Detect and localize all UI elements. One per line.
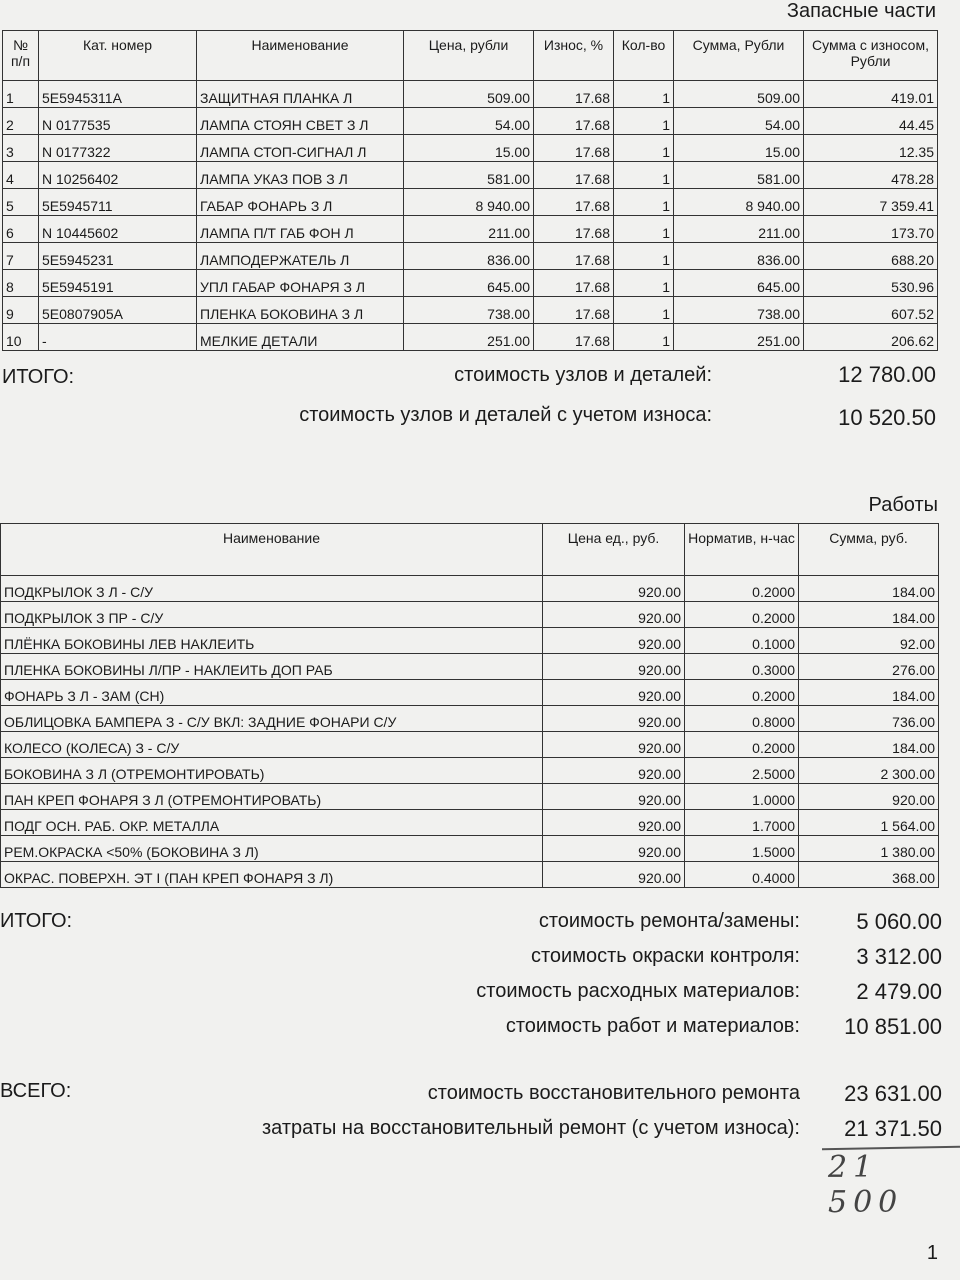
parts-cell: 607.52 (804, 297, 938, 324)
works-cell: 920.00 (543, 810, 685, 836)
table-row (1, 706, 939, 732)
parts-cell: 1 (614, 189, 674, 216)
parts-cell: 9 (3, 297, 39, 324)
parts-cell: 15.00 (674, 135, 804, 162)
works-total-item-label: стоимость окраски контроля: (530, 945, 800, 967)
works-cell: 920.00 (543, 602, 685, 628)
parts-cell: 1 (614, 81, 674, 108)
parts-cell: 478.28 (804, 162, 938, 189)
parts-cell: ЛАМПОДЕРЖАТЕЛЬ Л (197, 243, 404, 270)
parts-cell: 4 (3, 162, 39, 189)
grand-repair-value: 23 631.00 (844, 1081, 942, 1106)
page-number: 1 (926, 1242, 938, 1264)
parts-cell: 5E5945311A (39, 81, 197, 108)
parts-cell: 17.68 (534, 108, 614, 135)
works-cell: 92.00 (799, 628, 939, 654)
works-total-item-label: стоимость ремонта/замены: (538, 910, 800, 932)
works-cell: 184.00 (799, 732, 939, 758)
parts-cell: N 10256402 (39, 162, 197, 189)
parts-cell: 15.00 (404, 135, 534, 162)
works-cell: БОКОВИНА З Л (ОТРЕМОНТИРОВАТЬ) (1, 758, 543, 784)
works-header-3: Сумма, руб. (799, 524, 939, 576)
works-cell: 1.5000 (685, 836, 799, 862)
works-cell: 184.00 (799, 576, 939, 602)
parts-cell: 251.00 (674, 324, 804, 351)
parts-cell: 509.00 (404, 81, 534, 108)
parts-cell: - (39, 324, 197, 351)
works-cell: КОЛЕСО (КОЛЕСА) З - С/У (1, 732, 543, 758)
parts-cell: МЕЛКИЕ ДЕТАЛИ (197, 324, 404, 351)
parts-cell: 836.00 (674, 243, 804, 270)
table-row (3, 297, 938, 324)
table-row (3, 324, 938, 351)
parts-cell: 17.68 (534, 216, 614, 243)
parts-cell: 7 359.41 (804, 189, 938, 216)
parts-cell: 173.70 (804, 216, 938, 243)
parts-cell: 1 (614, 108, 674, 135)
parts-cost-wear-label: стоимость узлов и деталей с учетом износа: (299, 404, 712, 426)
works-cell: 920.00 (543, 784, 685, 810)
parts-cell: 251.00 (404, 324, 534, 351)
parts-cell: 738.00 (404, 297, 534, 324)
parts-cell: ГАБАР ФОНАРЬ З Л (197, 189, 404, 216)
works-cell: 368.00 (799, 862, 939, 888)
parts-cell: ЛАМПА П/Т ГАБ ФОН Л (197, 216, 404, 243)
parts-cell: N 0177322 (39, 135, 197, 162)
parts-cell: 12.35 (804, 135, 938, 162)
works-title: Работы (868, 494, 938, 516)
works-cell: 920.00 (543, 706, 685, 732)
works-total-item-value: 5 060.00 (856, 909, 942, 934)
parts-cost-label: стоимость узлов и деталей: (454, 364, 712, 386)
works-cell: 184.00 (799, 602, 939, 628)
works-table (0, 523, 939, 888)
parts-cell: 5E5945711 (39, 189, 197, 216)
parts-header-5: Кол-во (614, 31, 674, 81)
works-cell: ОКРАС. ПОВЕРХН. ЭТ I (ПАН КРЕП ФОНАРЯ З Л) (1, 862, 543, 888)
works-cell: 184.00 (799, 680, 939, 706)
table-row (3, 81, 938, 108)
parts-cell: 688.20 (804, 243, 938, 270)
works-cell: РЕМ.ОКРАСКА <50% (БОКОВИНА З Л) (1, 836, 543, 862)
works-total-item-label: стоимость работ и материалов: (505, 1015, 800, 1037)
works-total-item-value: 10 851.00 (844, 1014, 942, 1039)
table-row (3, 189, 938, 216)
works-total-item-value: 2 479.00 (856, 979, 942, 1004)
works-total-item-label: стоимость расходных материалов: (476, 980, 800, 1002)
table-row (1, 810, 939, 836)
works-cell: 920.00 (543, 836, 685, 862)
parts-cell: 7 (3, 243, 39, 270)
table-row (3, 216, 938, 243)
table-row (3, 135, 938, 162)
grand-repair-wear-value: 21 371.50 (844, 1116, 942, 1141)
parts-cell: 211.00 (674, 216, 804, 243)
parts-header-4: Износ, % (534, 31, 614, 81)
parts-header-0: № п/п (3, 31, 39, 81)
works-cell: ПАН КРЕП ФОНАРЯ З Л (ОТРЕМОНТИРОВАТЬ) (1, 784, 543, 810)
parts-header-6: Сумма, Рубли (674, 31, 804, 81)
parts-header-2: Наименование (197, 31, 404, 81)
parts-cell: ЛАМПА СТОЯН СВЕТ З Л (197, 108, 404, 135)
works-cell: ПЛЁНКА БОКОВИНЫ ЛЕВ НАКЛЕИТЬ (1, 628, 543, 654)
grand-total-label: ВСЕГО: (0, 1080, 72, 1102)
parts-cell: 2 (3, 108, 39, 135)
parts-cell: 8 940.00 (674, 189, 804, 216)
works-cell: 0.4000 (685, 862, 799, 888)
parts-cell: 3 (3, 135, 39, 162)
parts-cost-value: 12 780.00 (838, 362, 936, 387)
table-row (1, 602, 939, 628)
parts-cell: 17.68 (534, 243, 614, 270)
parts-cell: 645.00 (674, 270, 804, 297)
works-cell: 0.8000 (685, 706, 799, 732)
parts-cell: 1 (614, 135, 674, 162)
parts-cell: 17.68 (534, 189, 614, 216)
works-cell: 920.00 (543, 680, 685, 706)
parts-cell: 206.62 (804, 324, 938, 351)
parts-cell: 530.96 (804, 270, 938, 297)
works-total-item-value: 3 312.00 (856, 944, 942, 969)
parts-cell: УПЛ ГАБАР ФОНАРЯ З Л (197, 270, 404, 297)
table-row (1, 836, 939, 862)
works-cell: 0.2000 (685, 602, 799, 628)
table-row (1, 628, 939, 654)
table-row (1, 732, 939, 758)
parts-cell: 419.01 (804, 81, 938, 108)
table-row (3, 162, 938, 189)
parts-cell: ЛАМПА СТОП-СИГНАЛ Л (197, 135, 404, 162)
works-cell: 920.00 (543, 758, 685, 784)
parts-cell: 17.68 (534, 162, 614, 189)
parts-table (2, 30, 938, 351)
table-row (1, 862, 939, 888)
table-row (1, 654, 939, 680)
works-header-1: Цена ед., руб. (543, 524, 685, 576)
parts-header-1: Кат. номер (39, 31, 197, 81)
grand-repair-wear-label: затраты на восстановительный ремонт (с учетом износа): (261, 1117, 800, 1139)
parts-cell: 5E5945191 (39, 270, 197, 297)
works-cell: 920.00 (543, 732, 685, 758)
parts-cell: 54.00 (404, 108, 534, 135)
parts-cell: N 10445602 (39, 216, 197, 243)
parts-cell: 44.45 (804, 108, 938, 135)
parts-cell: 211.00 (404, 216, 534, 243)
works-cell: 736.00 (799, 706, 939, 732)
table-row (1, 758, 939, 784)
table-row (1, 576, 939, 602)
works-cell: 920.00 (543, 576, 685, 602)
handwritten-total: 21 500 (828, 1150, 904, 1220)
parts-cell: ПЛЕНКА БОКОВИНА З Л (197, 297, 404, 324)
works-cell: 1.7000 (685, 810, 799, 836)
works-cell: ФОНАРЬ З Л - ЗАМ (СН) (1, 680, 543, 706)
works-cell: 1 564.00 (799, 810, 939, 836)
parts-cell: ЛАМПА УКАЗ ПОВ З Л (197, 162, 404, 189)
grand-repair-label: стоимость восстановительного ремонта (427, 1082, 800, 1104)
parts-cell: 1 (614, 243, 674, 270)
table-row (3, 270, 938, 297)
table-row (3, 243, 938, 270)
works-cell: 2.5000 (685, 758, 799, 784)
parts-cell: 1 (614, 297, 674, 324)
works-cell: 1.0000 (685, 784, 799, 810)
works-cell: 920.00 (543, 654, 685, 680)
works-cell: ПОДКРЫЛОК З ПР - С/У (1, 602, 543, 628)
works-total-label: ИТОГО: (0, 910, 73, 932)
parts-cell: 17.68 (534, 324, 614, 351)
parts-cell: 581.00 (674, 162, 804, 189)
parts-cell: 17.68 (534, 297, 614, 324)
works-cell: 0.3000 (685, 654, 799, 680)
works-cell: 2 300.00 (799, 758, 939, 784)
parts-cell: 8 940.00 (404, 189, 534, 216)
table-row (3, 108, 938, 135)
parts-cell: N 0177535 (39, 108, 197, 135)
parts-cell: 17.68 (534, 270, 614, 297)
parts-cell: 10 (3, 324, 39, 351)
parts-cell: ЗАЩИТНАЯ ПЛАНКА Л (197, 81, 404, 108)
table-row (1, 680, 939, 706)
parts-cell: 1 (3, 81, 39, 108)
parts-cell: 17.68 (534, 81, 614, 108)
works-cell: 920.00 (543, 862, 685, 888)
works-cell: ОБЛИЦОВКА БАМПЕРА З - С/У ВКЛ: ЗАДНИЕ ФОНАРИ С/У (1, 706, 543, 732)
parts-cell: 17.68 (534, 135, 614, 162)
works-cell: 0.2000 (685, 576, 799, 602)
parts-header-3: Цена, рубли (404, 31, 534, 81)
works-cell: 920.00 (799, 784, 939, 810)
works-cell: ПОДКРЫЛОК З Л - С/У (1, 576, 543, 602)
works-cell: 0.1000 (685, 628, 799, 654)
parts-cell: 1 (614, 324, 674, 351)
parts-cell: 8 (3, 270, 39, 297)
works-cell: 0.2000 (685, 680, 799, 706)
parts-cell: 54.00 (674, 108, 804, 135)
parts-cell: 836.00 (404, 243, 534, 270)
parts-cell: 738.00 (674, 297, 804, 324)
parts-cell: 6 (3, 216, 39, 243)
parts-cell: 1 (614, 162, 674, 189)
works-cell: ПЛЕНКА БОКОВИНЫ Л/ПР - НАКЛЕИТЬ ДОП РАБ (1, 654, 543, 680)
parts-cell: 581.00 (404, 162, 534, 189)
works-cell: 0.2000 (685, 732, 799, 758)
works-cell: ПОДГ ОСН. РАБ. ОКР. МЕТАЛЛА (1, 810, 543, 836)
parts-cell: 509.00 (674, 81, 804, 108)
parts-cell: 1 (614, 270, 674, 297)
works-cell: 920.00 (543, 628, 685, 654)
parts-cell: 645.00 (404, 270, 534, 297)
parts-title: Запасные части (786, 0, 936, 22)
parts-cell: 1 (614, 216, 674, 243)
works-header-2: Норматив, н-час (685, 524, 799, 576)
parts-total-label: ИТОГО: (2, 366, 75, 388)
works-cell: 276.00 (799, 654, 939, 680)
parts-cell: 5E0807905A (39, 297, 197, 324)
works-cell: 1 380.00 (799, 836, 939, 862)
parts-cost-wear-value: 10 520.50 (838, 405, 936, 430)
parts-cell: 5E5945231 (39, 243, 197, 270)
works-header-0: Наименование (1, 524, 543, 576)
parts-header-7: Сумма с износом, Рубли (804, 31, 938, 81)
table-row (1, 784, 939, 810)
parts-cell: 5 (3, 189, 39, 216)
